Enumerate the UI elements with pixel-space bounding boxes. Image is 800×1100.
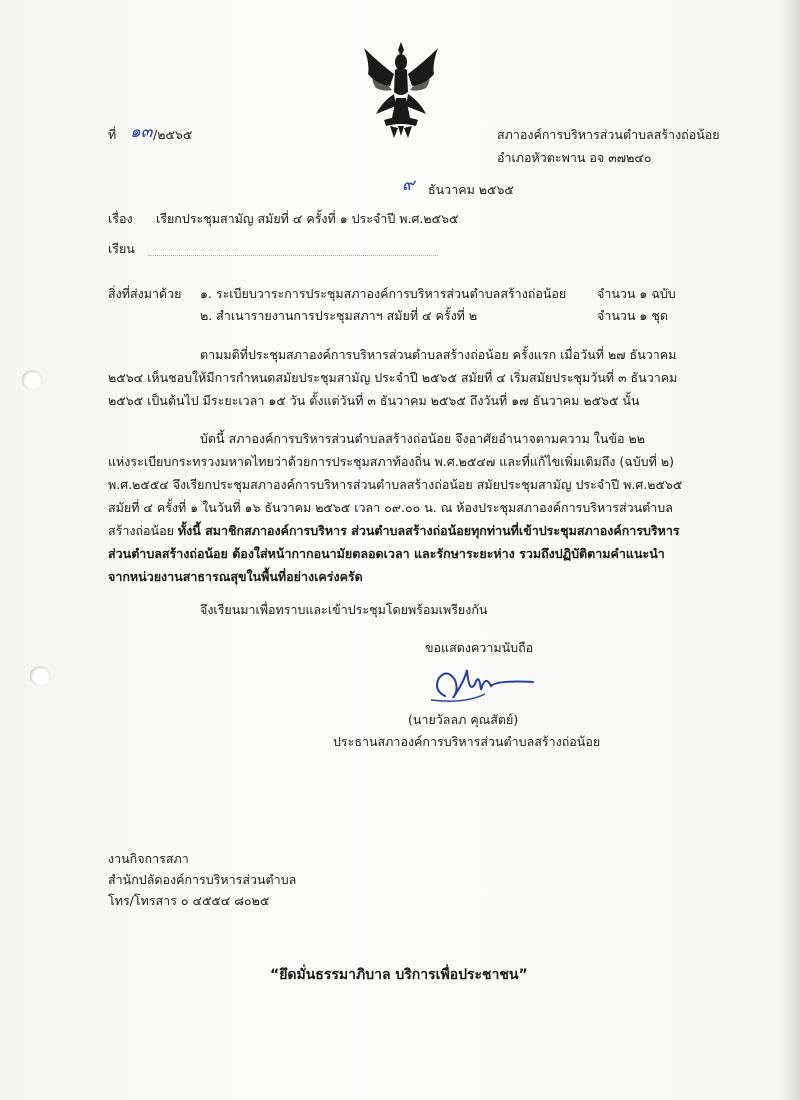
date-month-year: ธันวาคม ๒๕๖๕ (428, 182, 514, 197)
page-edge-shadow (776, 0, 800, 1100)
para1-line-2: ๒๕๖๔ เห็นชอบให้มีการกำหนดสมัยประชุมสามัญ ประจำปี ๒๕๖๕ สมัยที่ ๔ เริ่มสมัยประชุมวันที่ ๓ ธันวาคม (108, 370, 678, 385)
para2-line-1: บัดนี้ สภาองค์การบริหารส่วนตำบลสร้างถ่อน้อย จึงอาศัยอำนาจตามความ ในข้อ ๒๒ (200, 431, 645, 446)
ref-year: /๒๕๖๕ (153, 127, 193, 142)
regards: ขอแสดงความนับถือ (425, 640, 534, 655)
enclosures-label: สิ่งที่ส่งมาด้วย (108, 286, 182, 301)
footer-office: สำนักปลัดองค์การบริหารส่วนตำบล (108, 872, 297, 887)
subject-text: เรียกประชุมสามัญ สมัยที่ ๔ ครั้งที่ ๑ ประจำปี พ.ศ.๒๕๖๕ (156, 211, 459, 226)
enclosure-item-1: ๑. ระเบียบวาระการประชุมสภาองค์การบริหารส่วนตำบลสร้างถ่อน้อย (200, 286, 567, 301)
enclosure-qty-1: จำนวน ๑ ฉบับ (597, 286, 676, 301)
org-address: อำเภอหัวตะพาน อจ ๓๗๒๔๐ (497, 150, 652, 165)
para2-bold-line-1: ส่วนตำบลสร้างถ่อน้อย ต้องใส่หน้ากากอนามัยตลอดเวลา และรักษาระยะห่าง รวมถึงปฏิบัติตามคำแนะนำ (108, 546, 665, 561)
para1-line-1: ตามมติที่ประชุมสภาองค์การบริหารส่วนตำบลสร้างถ่อน้อย ครั้งแรก เมื่อวันที่ ๒๗ ธันวาคม (200, 347, 677, 362)
para2-line-5 (108, 519, 680, 542)
to-blank-line (148, 255, 438, 256)
handwritten-signature (425, 660, 535, 708)
para2-line-2: แห่งระเบียบกระทรวงมหาดไทยว่าด้วยการประชุมสภาท้องถิ่น พ.ศ.๒๕๔๗ และที่แก้ไขเพิ่มเติมถึง (ฉบับที่ ๒) (108, 454, 674, 469)
footer-department: งานกิจการสภา (108, 851, 189, 866)
para2-line-5-bold: ทั้งนี้ สมาชิกสภาองค์การบริหาร ส่วนตำบลสร้างถ่อน้อยทุกท่านที่เข้าประชุมสภาองค์การบริหาร (177, 523, 680, 538)
date-day-handwritten: ๙ (402, 175, 415, 195)
to-label: เรียน (108, 241, 135, 256)
closing-line: จึงเรียนมาเพื่อทราบและเข้าประชุมโดยพร้อมเพรียงกัน (200, 602, 488, 617)
ref-number-handwritten: ๑๓ (130, 122, 153, 142)
slogan: “ยึดมั่นธรรมาภิบาล บริการเพื่อประชาชน” (270, 967, 528, 983)
footer-phone: โทร/โทรสาร ๐ ๔๕๕๔ ๘๐๒๕ (108, 893, 270, 908)
para2-line-5-normal: สร้างถ่อน้อย (108, 523, 178, 538)
org-name: สภาองค์การบริหารส่วนตำบลสร้างถ่อน้อย (497, 127, 720, 142)
punch-hole-bottom (30, 666, 50, 686)
para1-line-3: ๒๕๖๕ เป็นต้นไป มีระยะเวลา ๑๕ วัน ตั้งแต่วันที่ ๓ ธันวาคม ๒๕๖๕ ถึงวันที่ ๑๗ ธันวาคม ๒๕๖๕ นั้น (108, 393, 640, 408)
enclosure-item-2: ๒. สำเนารายงานการประชุมสภาฯ สมัยที่ ๔ ครั้งที่ ๒ (200, 308, 478, 323)
enclosure-qty-2: จำนวน ๑ ชุด (597, 308, 668, 323)
garuda-emblem (360, 40, 442, 140)
signer-title: ประธานสภาองค์การบริหารส่วนตำบลสร้างถ่อน้อย (333, 734, 601, 749)
ref-label: ที่ (108, 127, 117, 142)
para2-line-4: สมัยที่ ๔ ครั้งที่ ๑ ในวันที่ ๑๖ ธันวาคม ๒๕๖๕ เวลา ๐๙.๐๐ น. ณ ห้องประชุมสภาองค์การบริหารส่วนตำบล (108, 500, 673, 515)
punch-hole-top (22, 370, 42, 390)
subject-label: เรื่อง (108, 211, 133, 226)
para2-bold-line-2: จากหน่วยงานสาธารณสุขในพื้นที่อย่างเคร่งครัด (108, 569, 363, 584)
signer-name: (นายวัลลภ คุณสัตย์) (408, 712, 519, 727)
para2-line-3: พ.ศ.๒๕๕๔ จึงเรียกประชุมสภาองค์การบริหารส่วนตำบลสร้างถ่อน้อย สมัยประชุมสามัญ ประจำปี พ.ศ.๒๕๖๕ (108, 477, 683, 492)
